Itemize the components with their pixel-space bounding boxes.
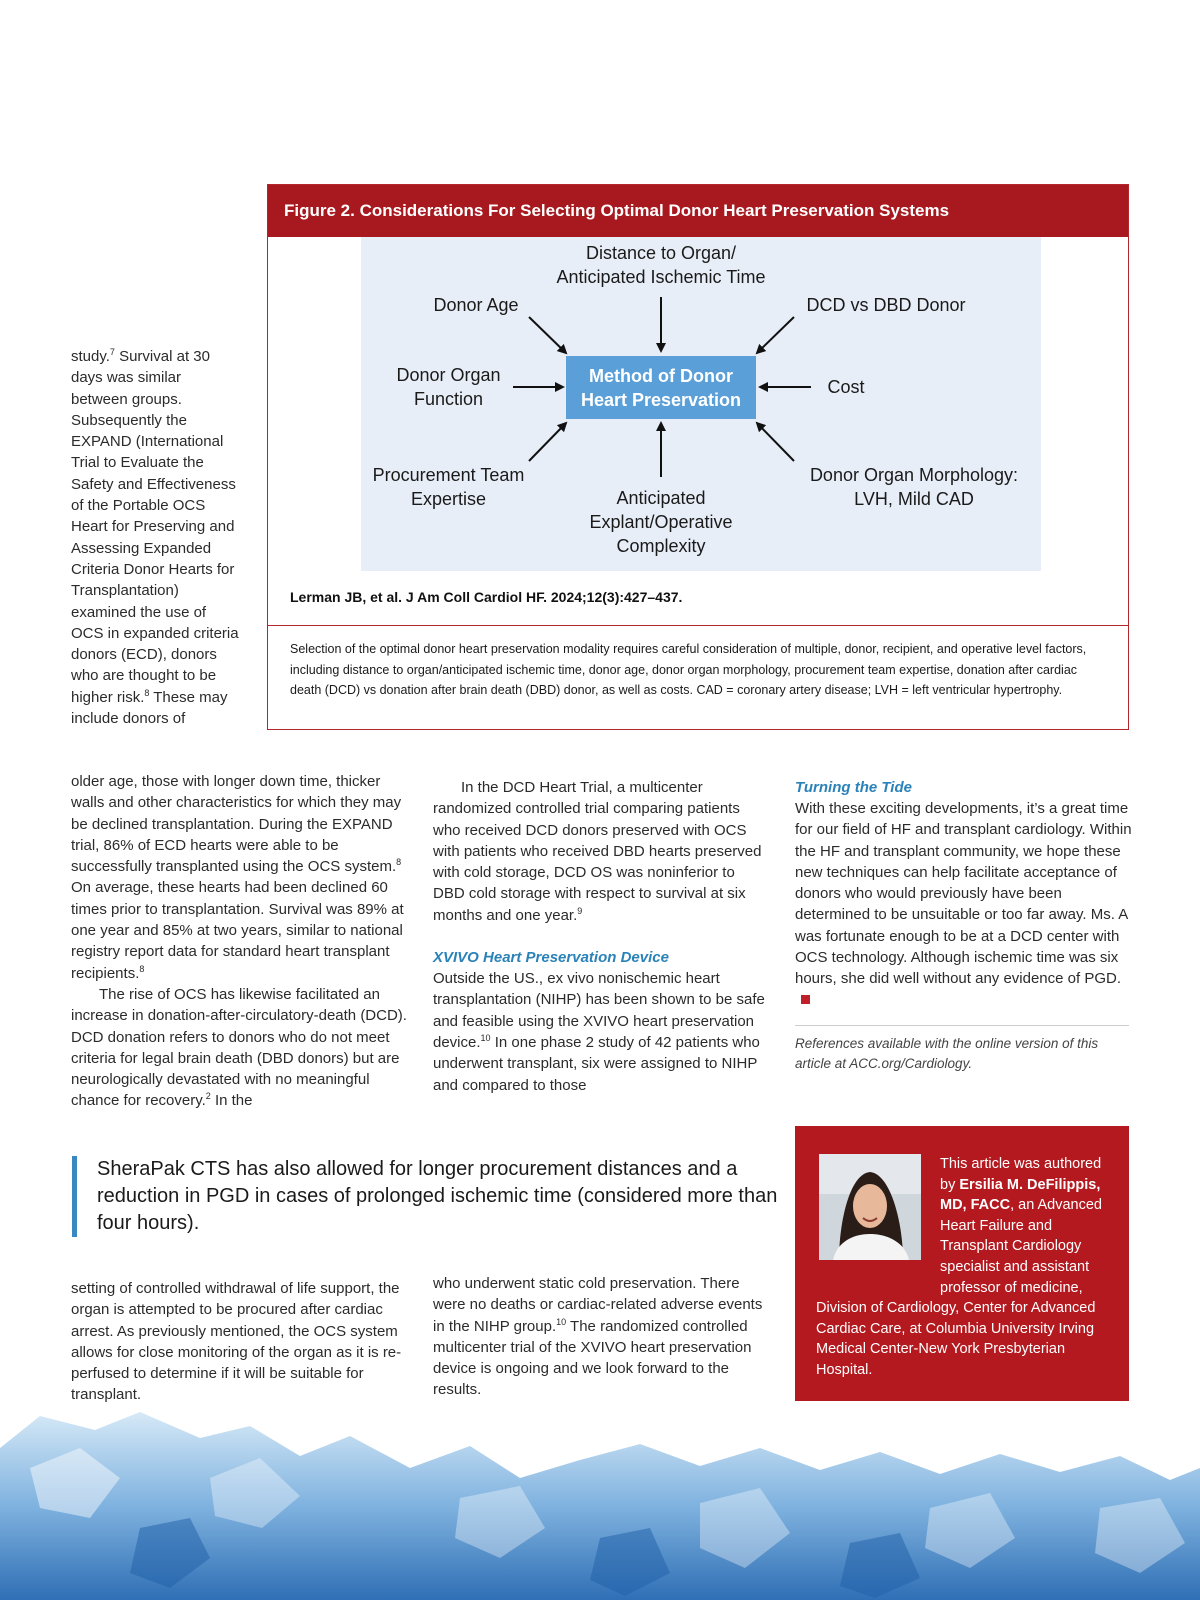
method-center-box [566, 356, 756, 419]
text-run: study. [71, 348, 110, 365]
col3-text [795, 777, 1135, 1011]
ref-sup: 8 [139, 963, 145, 974]
col3-paragraph: With these exciting developments, it’s a great time for our field of HF and transplant cardiology. Within the HF and transplant community, we hope these new techniques can help facilitate acceptance of donors who would previously have been determined to be unsuitable or too far away. Ms. A was fortunate enough to be at a DCD center with OCS technology. Although ischemic time was six hours, she did well without any evidence of PGD. [795, 800, 1132, 988]
ref-sup: 2 [205, 1091, 211, 1102]
end-mark-icon [801, 995, 810, 1004]
col1-after-quote-text: setting of controlled withdrawal of life support, the organ is attempted to be procured after cardiac arrest. As previously mentioned, the OCS system allows for close monitoring of the organ as it is re-perfused to determine if it will be suitable for transplant. [71, 1280, 402, 1404]
node-organ-function [381, 363, 516, 411]
col2-after-quote [433, 1273, 769, 1401]
author-bio-intro: This article was authored by [940, 1156, 1102, 1193]
pull-quote: SheraPak CTS has also allowed for longer procurement distances and a reduction in PGD in cases of prolonged ischemic time (considered more than four hours). [72, 1156, 797, 1237]
arrow-dcd-dbd [757, 317, 794, 353]
text-run: Survival at 30 days was similar between groups. Subsequently the EXPAND (International Trial to Evaluate the Safety and Effectiveness of the Portable OCS Heart for Preserving and Assessing Expanded Criteria Donor Hearts for Transplantation) examined the use of OCS in expanded criteria donors (ECD), donors who are thought to be higher risk. [71, 348, 239, 706]
col1-wide-text [71, 771, 407, 1112]
text-run: These may include donors of [71, 688, 228, 728]
author-bio [816, 1154, 1110, 1381]
node-procurement-line1: Procurement Team [372, 465, 525, 485]
text-run: who underwent static cold preservation. There were no deaths or cardiac-related adverse events in the NIHP group. [433, 1275, 763, 1335]
node-procurement [366, 463, 531, 511]
col2-text [433, 777, 769, 1096]
text-run: Outside the US., ex vivo nonischemic heart transplantation (NIHP) has been shown to be safe and feasible using the XVIVO heart preservation device. [433, 970, 765, 1051]
text-run: In one phase 2 study of 42 patients who underwent transplant, six were assigned to NIHP and compared to those [433, 1033, 760, 1094]
center-line2: Heart Preservation [580, 389, 742, 410]
figure-2 [267, 184, 1129, 730]
figure-title: Figure 2. Considerations For Selecting Optimal Donor Heart Preservation Systems [268, 185, 1128, 237]
node-organ-function-line2: Function [413, 389, 484, 409]
figure-citation: Lerman JB, et al. J Am Coll Cardiol HF. 2024;12(3):427–437. [290, 589, 683, 605]
subhead-turning-tide: Turning the Tide [795, 779, 912, 796]
figure-diagram [361, 237, 1041, 571]
text-run: On average, these hearts had been declined 60 times prior to transplantation. Survival was 89% at one year and 85% at two years, similar to national registry report data for standard heart transplant recipients. [71, 879, 404, 982]
center-line1: Method of Donor [589, 365, 733, 386]
col1-after-quote [71, 1278, 407, 1406]
ref-sup: 10 [480, 1032, 491, 1043]
author-box [795, 1126, 1129, 1401]
node-distance-line1: Distance to Organ/ [585, 243, 737, 263]
node-procurement-line2: Expertise [410, 489, 487, 509]
node-morphology-line1: Donor Organ Morphology: [809, 465, 1019, 485]
node-explant-line3: Complexity [616, 536, 706, 556]
ice-cubes-image [0, 1408, 1200, 1600]
node-morphology [799, 463, 1029, 511]
col1-narrow-text [71, 346, 239, 729]
node-distance [531, 241, 791, 289]
node-dcd-dbd: DCD vs DBD Donor [806, 295, 966, 315]
text-run: In the [210, 1092, 253, 1110]
node-organ-function-line1: Donor Organ [396, 365, 501, 385]
figure-caption: Selection of the optimal donor heart preservation modality requires careful consideration of multiple, donor, recipient, and operative level factors, including distance to organ/anticipated ischemic time, donor age, donor organ morphology, procurement team expertise, donation after cardiac death (DCD) vs donation after brain death (DBD) donor, as well as costs. CAD = coronary artery disease; LVH = left ventricular hypertrophy. [290, 642, 1087, 697]
ref-sup: 9 [577, 905, 583, 916]
ref-sup: 10 [556, 1316, 567, 1327]
text-run: The rise of OCS has likewise facilitated an increase in donation-after-circulatory-death (DCD). DCD donation refers to donors who do not meet criteria for legal brain death (DBD donors) but are neurologically devastated with no meaningful chance for recovery. [71, 985, 407, 1110]
node-cost: Cost [827, 377, 865, 397]
arrow-morphology [757, 423, 794, 461]
text-run: In the DCD Heart Trial, a multicenter randomized controlled trial comparing patients who received DCD donors preserved with OCS with patients who received DBD hearts preserved with cold storage, DCD OS was noninferior to DBD cold storage with respect to survival at six months and one year. [433, 779, 762, 924]
node-distance-line2: Anticipated Ischemic Time [556, 267, 766, 287]
author-bio-rest: , an Advanced Heart Failure and Transplant Cardiology specialist and assistant professor of medicine, Division of Cardiology, Center for Advanced Cardiac Care, at Columbia University Irving Medical Center-New York Presbyterian Hospital. [816, 1197, 1103, 1378]
node-explant-line1: Anticipated [616, 488, 706, 508]
node-explant-line2: Explant/Operative [589, 512, 733, 532]
references-note: References available with the online version of this article at ACC.org/Cardiology. [795, 1036, 1099, 1071]
text-run: older age, those with longer down time, thicker walls and other characteristics for which they may be declined transplantation. During the EXPAND trial, 86% of ECD hearts were able to be successfully transplanted using the OCS system. [71, 773, 402, 876]
ref-sup: 8 [396, 857, 402, 868]
arrow-procurement [529, 423, 566, 461]
references-divider [795, 1025, 1129, 1026]
subhead-xvivo: XVIVO Heart Preservation Device [433, 949, 669, 967]
author-name: Ersilia M. DeFilippis, MD, FACC [940, 1176, 1101, 1214]
node-morphology-line2: LVH, Mild CAD [854, 489, 974, 509]
node-donor-age: Donor Age [433, 295, 519, 315]
text-run: The randomized controlled multicenter trial of the XVIVO heart preservation device is ongoing and we look forward to the results. [433, 1317, 752, 1399]
ref-sup: 8 [144, 687, 150, 698]
node-explant [571, 486, 751, 558]
figure-divider [268, 625, 1128, 626]
arrow-donor-age [529, 317, 566, 353]
ref-sup: 7 [109, 347, 115, 357]
